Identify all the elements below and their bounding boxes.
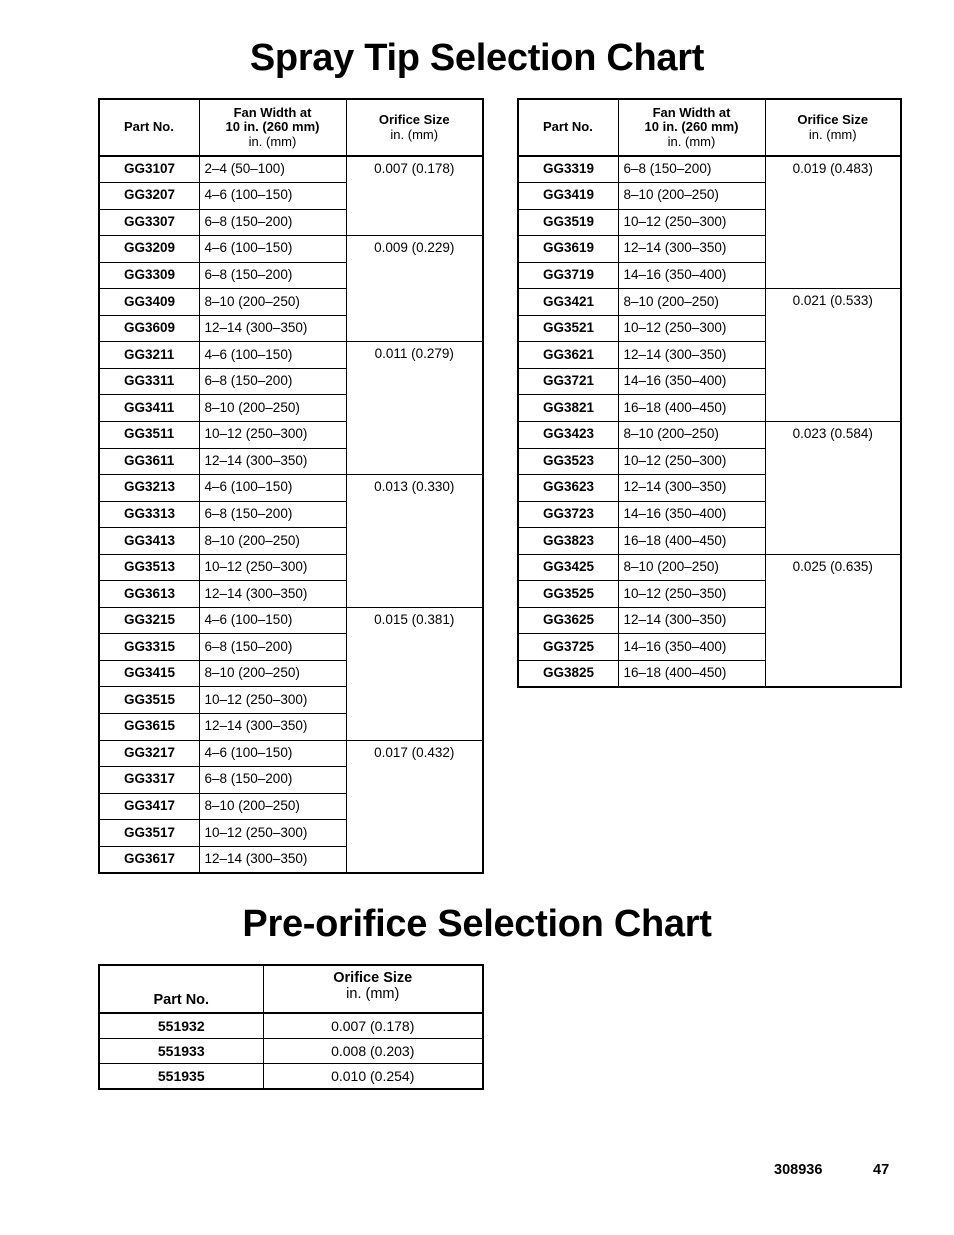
part-number-cell: GG3517 — [99, 820, 199, 847]
fan-width-cell: 12–14 (300–350) — [618, 607, 765, 634]
part-number-cell: GG3609 — [99, 315, 199, 342]
orifice-size-header — [346, 99, 483, 156]
part-number-cell: GG3521 — [518, 315, 618, 342]
part-no-header: Part No. — [99, 99, 199, 156]
table-row — [518, 156, 901, 183]
part-number-cell: GG3415 — [99, 660, 199, 687]
table-header-row — [518, 99, 901, 156]
part-no-header: Part No. — [99, 965, 263, 1013]
fan-width-cell: 6–8 (150–200) — [199, 767, 346, 794]
fan-width-unit: in. (mm) — [667, 133, 716, 149]
table-row — [518, 421, 901, 448]
table-body — [518, 156, 901, 687]
part-number-cell: GG3419 — [518, 183, 618, 210]
part-number-cell: GG3417 — [99, 793, 199, 820]
fan-width-cell: 10–12 (250–300) — [199, 421, 346, 448]
table-body — [99, 1013, 483, 1089]
part-number-cell: GG3217 — [99, 740, 199, 767]
pre-orifice-chart-title: Pre-orifice Selection Chart — [242, 903, 712, 945]
fan-width-cell: 14–16 (350–400) — [618, 368, 765, 395]
fan-width-cell: 8–10 (200–250) — [199, 289, 346, 316]
orifice-size-cell: 0.007 (0.178) — [346, 156, 483, 236]
part-number-cell: GG3719 — [518, 262, 618, 289]
fan-width-cell: 8–10 (200–250) — [618, 554, 765, 581]
fan-width-cell: 12–14 (300–350) — [199, 315, 346, 342]
fan-width-cell: 4–6 (100–150) — [199, 740, 346, 767]
fan-width-header-line1: Fan Width at — [233, 105, 312, 121]
orifice-size-cell: 0.021 (0.533) — [765, 289, 901, 422]
part-number-cell: 551933 — [99, 1039, 263, 1064]
document-number: 308936 — [774, 1162, 823, 1178]
part-number-cell: GG3309 — [99, 262, 199, 289]
orifice-size-cell: 0.023 (0.584) — [765, 421, 901, 554]
table-header-row — [99, 99, 483, 156]
table-body — [99, 156, 483, 873]
spray-tip-table-right — [517, 98, 902, 688]
fan-width-cell: 6–8 (150–200) — [199, 368, 346, 395]
part-number-cell: GG3313 — [99, 501, 199, 528]
part-number-cell: GG3611 — [99, 448, 199, 475]
part-number-cell: GG3723 — [518, 501, 618, 528]
fan-width-cell: 12–14 (300–350) — [618, 342, 765, 369]
part-no-header: Part No. — [518, 99, 618, 156]
part-number-cell: GG3523 — [518, 448, 618, 475]
fan-width-cell: 12–14 (300–350) — [199, 713, 346, 740]
fan-width-cell: 2–4 (50–100) — [199, 156, 346, 183]
fan-width-cell: 12–14 (300–350) — [199, 581, 346, 608]
part-number-cell: GG3821 — [518, 395, 618, 422]
fan-width-cell: 8–10 (200–250) — [199, 660, 346, 687]
fan-width-cell: 14–16 (350–400) — [618, 262, 765, 289]
part-number-cell: GG3721 — [518, 368, 618, 395]
fan-width-cell: 8–10 (200–250) — [618, 183, 765, 210]
fan-width-cell: 10–12 (250–300) — [199, 687, 346, 714]
part-number-cell: GG3411 — [99, 395, 199, 422]
orifice-size-header — [765, 99, 901, 156]
fan-width-cell: 6–8 (150–200) — [199, 209, 346, 236]
part-number-cell: GG3315 — [99, 634, 199, 661]
fan-width-cell: 14–16 (350–400) — [618, 634, 765, 661]
orifice-size-cell: 0.025 (0.635) — [765, 554, 901, 687]
table-row — [99, 236, 483, 263]
fan-width-cell: 16–18 (400–450) — [618, 660, 765, 687]
part-number-cell: GG3213 — [99, 475, 199, 502]
part-number-cell: GG3515 — [99, 687, 199, 714]
table-row — [99, 1013, 483, 1039]
orifice-size-header-label: Orifice Size — [333, 970, 413, 986]
fan-width-cell: 4–6 (100–150) — [199, 342, 346, 369]
part-number-cell: GG3107 — [99, 156, 199, 183]
orifice-size-header-label: Orifice Size — [378, 112, 450, 128]
part-number-cell: GG3421 — [518, 289, 618, 316]
part-number-cell: 551932 — [99, 1013, 263, 1039]
part-number-cell: GG3409 — [99, 289, 199, 316]
part-number-cell: GG3425 — [518, 554, 618, 581]
orifice-size-header — [263, 965, 483, 1013]
table-row — [99, 1039, 483, 1064]
part-number-cell: GG3319 — [518, 156, 618, 183]
part-number-cell: GG3317 — [99, 767, 199, 794]
part-number-cell: GG3207 — [99, 183, 199, 210]
fan-width-header-line2: 10 in. (260 mm) — [225, 119, 320, 135]
fan-width-header — [618, 99, 765, 156]
table-row — [518, 289, 901, 316]
part-number-cell: GG3209 — [99, 236, 199, 263]
part-number-cell: GG3519 — [518, 209, 618, 236]
fan-width-cell: 4–6 (100–150) — [199, 475, 346, 502]
part-number-cell: GG3621 — [518, 342, 618, 369]
orifice-size-cell: 0.017 (0.432) — [346, 740, 483, 873]
fan-width-cell: 10–12 (250–300) — [199, 820, 346, 847]
part-number-cell: GG3615 — [99, 713, 199, 740]
fan-width-cell: 16–18 (400–450) — [618, 395, 765, 422]
fan-width-cell: 4–6 (100–150) — [199, 607, 346, 634]
pre-orifice-table — [98, 964, 484, 1090]
fan-width-unit: in. (mm) — [248, 133, 297, 149]
part-number-cell: GG3623 — [518, 475, 618, 502]
fan-width-cell: 12–14 (300–350) — [199, 448, 346, 475]
fan-width-cell: 8–10 (200–250) — [618, 421, 765, 448]
fan-width-cell: 8–10 (200–250) — [618, 289, 765, 316]
spray-tip-table-left — [98, 98, 484, 874]
fan-width-cell: 10–12 (250–300) — [618, 448, 765, 475]
fan-width-header — [199, 99, 346, 156]
orifice-size-unit: in. (mm) — [346, 986, 400, 1002]
part-number-cell: GG3825 — [518, 660, 618, 687]
part-number-cell: GG3525 — [518, 581, 618, 608]
fan-width-cell: 4–6 (100–150) — [199, 183, 346, 210]
fan-width-cell: 16–18 (400–450) — [618, 528, 765, 555]
orifice-size-header-label: Orifice Size — [797, 112, 869, 128]
table-row — [99, 475, 483, 502]
table-row — [99, 342, 483, 369]
fan-width-cell: 8–10 (200–250) — [199, 793, 346, 820]
page-number: 47 — [873, 1162, 890, 1178]
part-number-cell: GG3211 — [99, 342, 199, 369]
fan-width-cell: 14–16 (350–400) — [618, 501, 765, 528]
fan-width-cell: 6–8 (150–200) — [199, 262, 346, 289]
part-number-cell: 551935 — [99, 1064, 263, 1090]
fan-width-cell: 6–8 (150–200) — [199, 501, 346, 528]
part-number-cell: GG3617 — [99, 846, 199, 873]
fan-width-cell: 12–14 (300–350) — [618, 475, 765, 502]
part-number-cell: GG3619 — [518, 236, 618, 263]
table-row — [99, 1064, 483, 1090]
fan-width-cell: 8–10 (200–250) — [199, 395, 346, 422]
orifice-size-cell: 0.015 (0.381) — [346, 607, 483, 740]
part-number-cell: GG3311 — [99, 368, 199, 395]
fan-width-header-line1: Fan Width at — [652, 105, 731, 121]
fan-width-cell: 10–12 (250–300) — [618, 209, 765, 236]
part-number-cell: GG3613 — [99, 581, 199, 608]
fan-width-cell: 6–8 (150–200) — [618, 156, 765, 183]
fan-width-cell: 12–14 (300–350) — [618, 236, 765, 263]
orifice-size-unit: in. (mm) — [808, 126, 857, 142]
part-number-cell: GG3307 — [99, 209, 199, 236]
orifice-size-cell: 0.008 (0.203) — [263, 1039, 483, 1064]
table-header-row — [99, 965, 483, 1013]
table-row — [99, 607, 483, 634]
fan-width-cell: 10–12 (250–300) — [618, 315, 765, 342]
orifice-size-cell: 0.013 (0.330) — [346, 475, 483, 608]
part-number-cell: GG3513 — [99, 554, 199, 581]
part-number-cell: GG3511 — [99, 421, 199, 448]
part-number-cell: GG3413 — [99, 528, 199, 555]
part-number-cell: GG3823 — [518, 528, 618, 555]
fan-width-header-line2: 10 in. (260 mm) — [644, 119, 739, 135]
orifice-size-unit: in. (mm) — [390, 126, 439, 142]
part-number-cell: GG3215 — [99, 607, 199, 634]
orifice-size-cell: 0.010 (0.254) — [263, 1064, 483, 1090]
fan-width-cell: 8–10 (200–250) — [199, 528, 346, 555]
orifice-size-cell: 0.019 (0.483) — [765, 156, 901, 289]
table-row — [99, 740, 483, 767]
fan-width-cell: 6–8 (150–200) — [199, 634, 346, 661]
orifice-size-cell: 0.009 (0.229) — [346, 236, 483, 342]
orifice-size-cell: 0.007 (0.178) — [263, 1013, 483, 1039]
part-number-cell: GG3423 — [518, 421, 618, 448]
orifice-size-cell: 0.011 (0.279) — [346, 342, 483, 475]
fan-width-cell: 10–12 (250–300) — [199, 554, 346, 581]
table-row — [99, 156, 483, 183]
fan-width-cell: 4–6 (100–150) — [199, 236, 346, 263]
part-number-cell: GG3625 — [518, 607, 618, 634]
part-number-cell: GG3725 — [518, 634, 618, 661]
fan-width-cell: 12–14 (300–350) — [199, 846, 346, 873]
table-row — [518, 554, 901, 581]
spray-tip-chart-title: Spray Tip Selection Chart — [249, 37, 705, 79]
fan-width-cell: 10–12 (250–350) — [618, 581, 765, 608]
